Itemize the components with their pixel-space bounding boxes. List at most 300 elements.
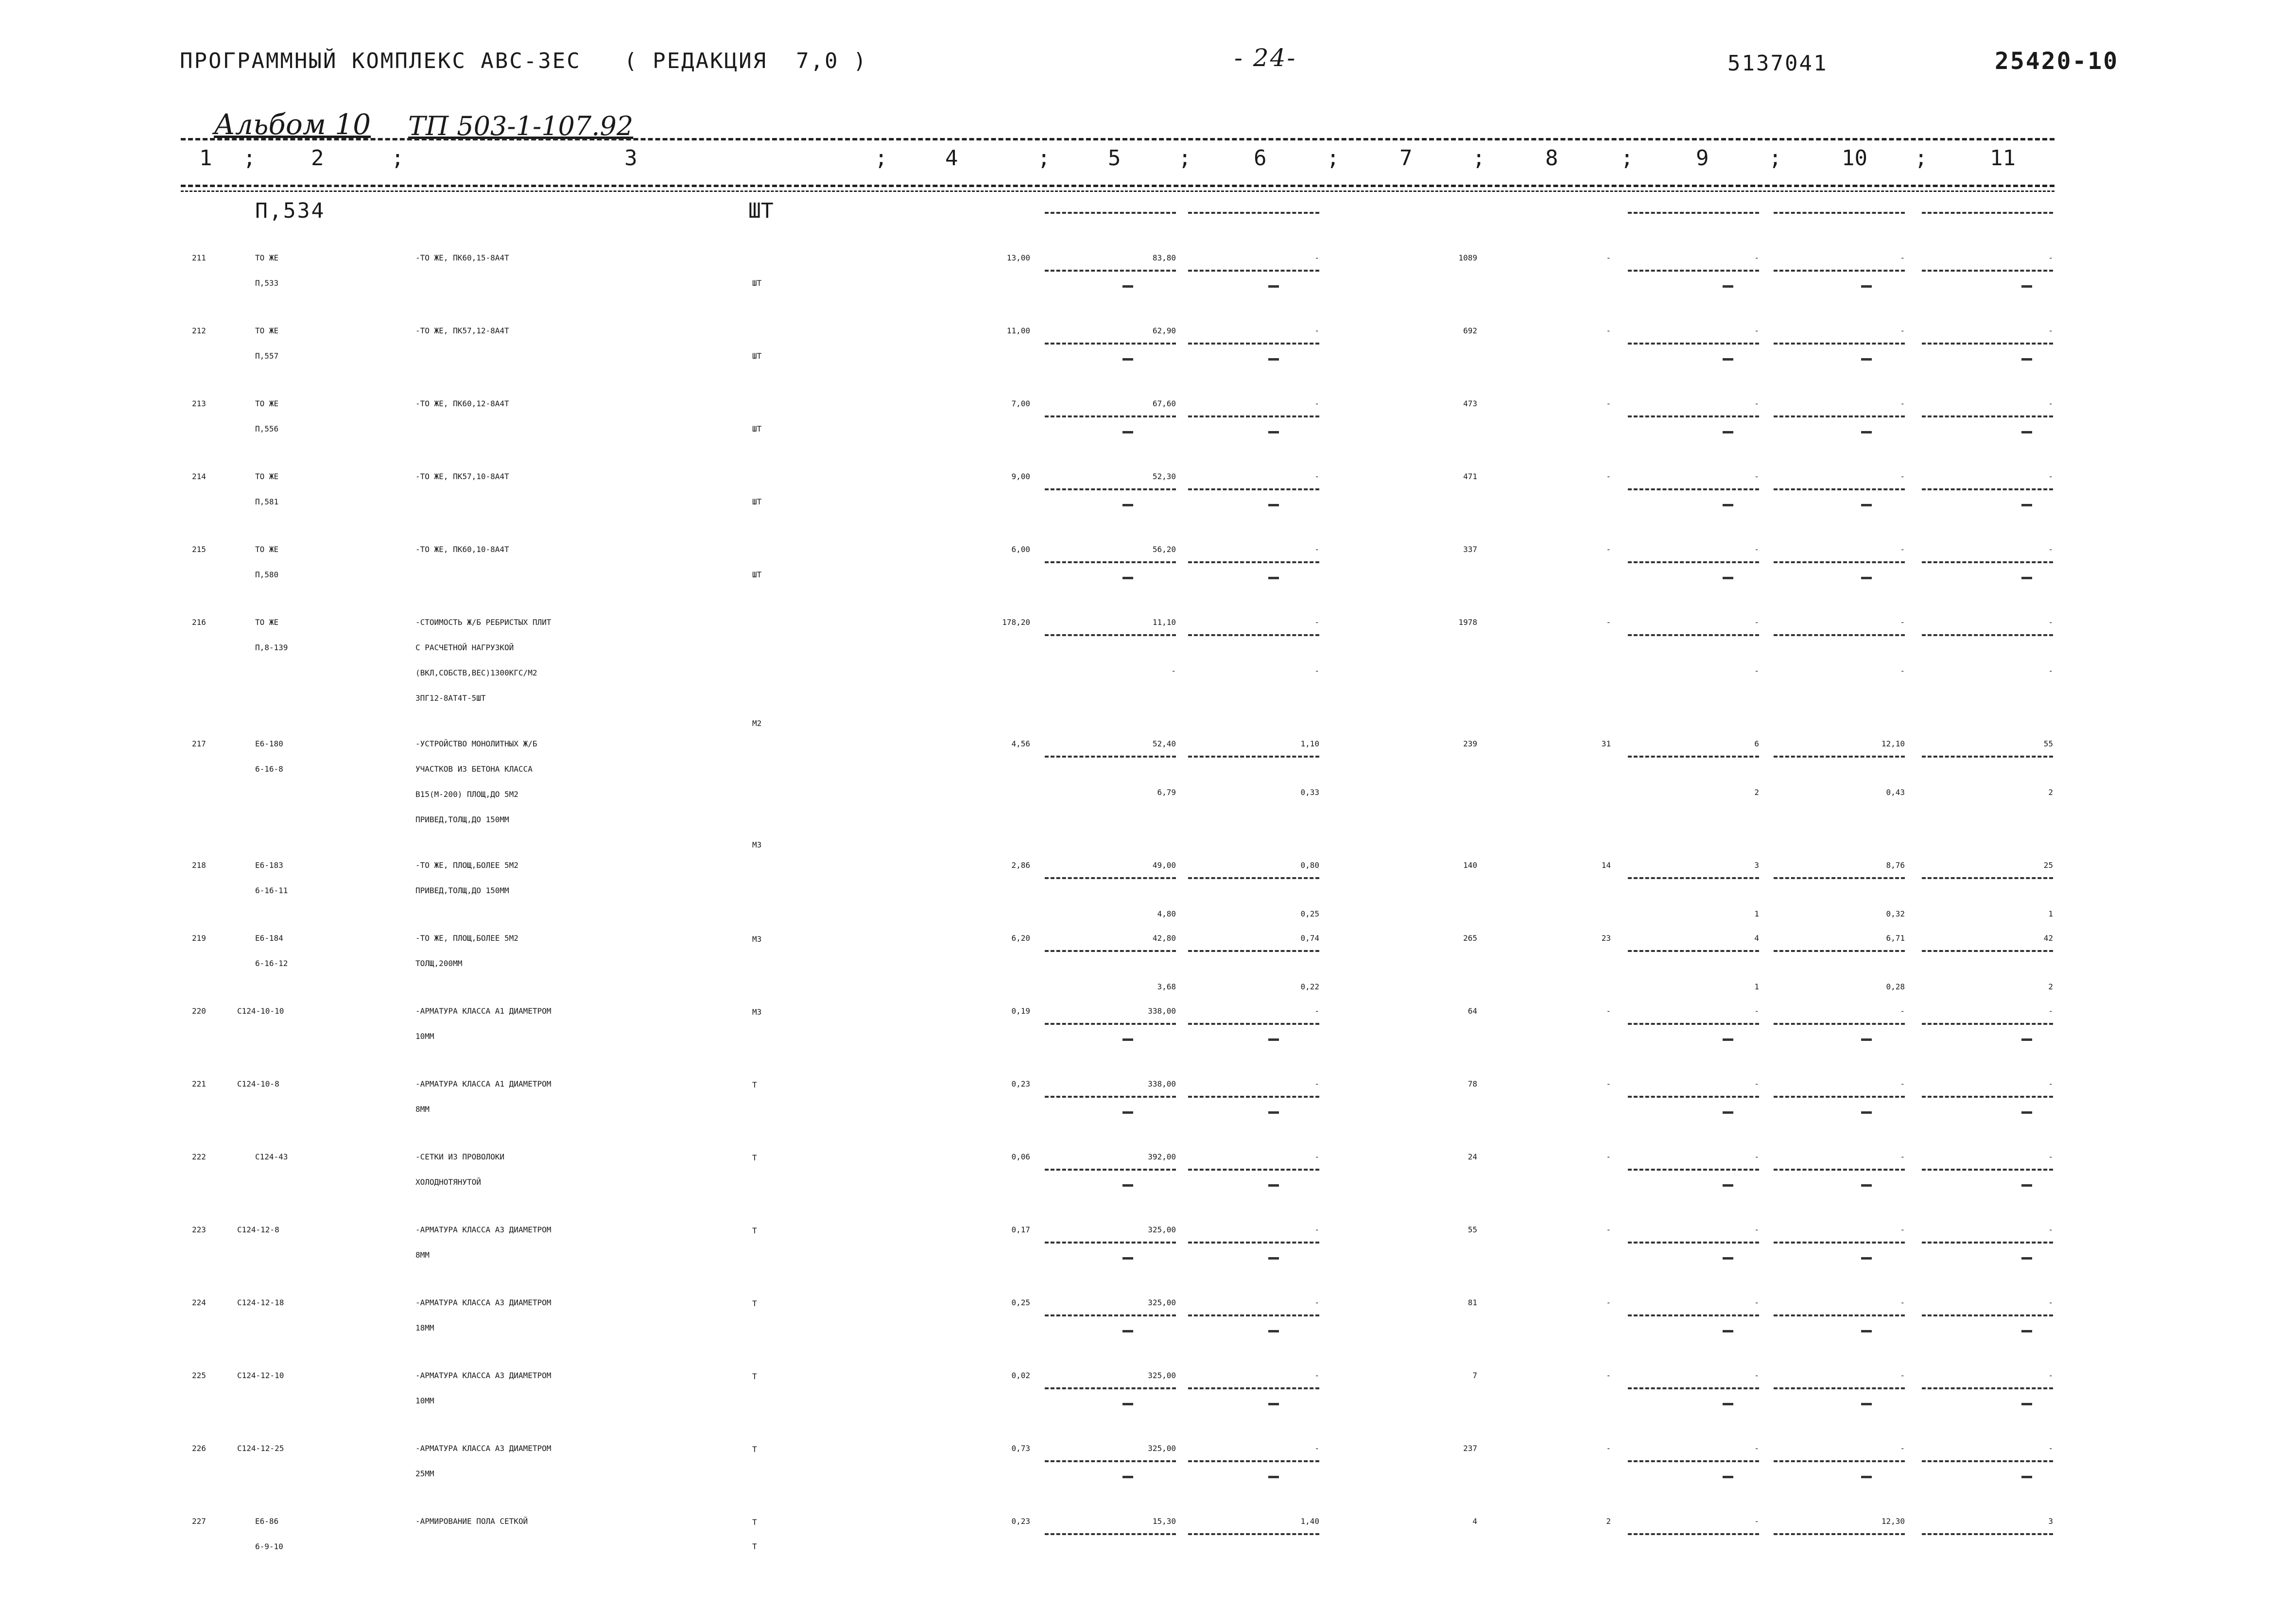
total-wages: - xyxy=(1606,1152,1611,1161)
labor-total: - xyxy=(2048,1006,2053,1016)
cell-underline xyxy=(1628,1460,1759,1462)
unit-cost-total: 15,30 xyxy=(1152,1517,1176,1526)
unit-machine-wages: 0,25 xyxy=(1300,909,1319,918)
cell-underline xyxy=(1045,756,1176,758)
machine-wages: - xyxy=(1754,666,1759,675)
cell-underline xyxy=(1774,561,1905,563)
cell-underline xyxy=(1628,270,1759,272)
row-number: 222 xyxy=(192,1152,206,1161)
dash-mark xyxy=(1861,504,1872,506)
dash-mark xyxy=(1122,285,1133,288)
unit-of-measure: ШТ xyxy=(752,278,762,288)
total-machines: - xyxy=(1754,1298,1759,1307)
unit-cost-machines: 0,74 xyxy=(1300,933,1319,943)
dash-mark xyxy=(2021,1184,2032,1187)
price-code: С124-10-8 xyxy=(237,1079,279,1089)
cell-underline xyxy=(1045,1242,1176,1244)
total-wages: - xyxy=(1606,1225,1611,1234)
dash-mark xyxy=(1268,1330,1279,1332)
document-number: 25420-10 xyxy=(1995,48,2119,75)
cell-underline xyxy=(1188,561,1319,563)
unit-cost-machines: - xyxy=(1314,472,1319,481)
quantity: 0,19 xyxy=(1011,1006,1030,1016)
cell-underline xyxy=(1188,1314,1319,1316)
dash-mark xyxy=(1122,577,1133,579)
labor-total: - xyxy=(2048,399,2053,408)
cell-underline xyxy=(1774,1314,1905,1316)
document-code: 5137041 xyxy=(1727,51,1828,76)
total-cost: 337 xyxy=(1463,545,1477,554)
labor-mechanic-total: 2 xyxy=(2048,982,2053,991)
column-header-6: 6 xyxy=(1254,146,1267,171)
row-number: 221 xyxy=(192,1079,206,1089)
cell-underline xyxy=(1628,1169,1759,1171)
total-cost: 265 xyxy=(1463,933,1477,943)
work-description: -ТО ЖЕ, ПЛОЩ,БОЛЕЕ 5М2 ПРИВЕД,ТОЛЩ,ДО 150ММ xyxy=(415,861,518,895)
unit-cost-machines: - xyxy=(1314,1298,1319,1307)
cell-underline xyxy=(1188,1169,1319,1171)
price-code: С124-12-8 xyxy=(237,1225,279,1234)
cell-underline xyxy=(1188,877,1319,879)
dash-mark xyxy=(2021,431,2032,433)
cell-underline xyxy=(1922,561,2053,563)
dash-mark xyxy=(1723,1257,1733,1260)
row-number: 223 xyxy=(192,1225,206,1234)
cell-underline xyxy=(1188,950,1319,952)
dash-mark xyxy=(1861,577,1872,579)
cell-underline xyxy=(1922,343,2053,345)
cell-underline xyxy=(1922,1387,2053,1389)
cell-underline xyxy=(1188,270,1319,272)
unit-cost-total: 11,10 xyxy=(1152,618,1176,627)
unit-cost-total: 325,00 xyxy=(1148,1371,1176,1380)
cell-underline xyxy=(1922,1314,2053,1316)
unit-of-measure: М3 xyxy=(752,840,762,849)
total-wages: 23 xyxy=(1601,933,1611,943)
dash-mark xyxy=(2021,1038,2032,1041)
row-number: 217 xyxy=(192,739,206,748)
unit-wages: 4,80 xyxy=(1157,909,1176,918)
unit-cost-total: 325,00 xyxy=(1148,1298,1176,1307)
price-code: С124-10-10 xyxy=(237,1006,284,1016)
work-description: -ТО ЖЕ, ПЛОЩ,БОЛЕЕ 5М2 ТОЛЩ,200ММ xyxy=(415,933,518,968)
labor-total: 55 xyxy=(2043,739,2053,748)
dash-mark xyxy=(1268,1184,1279,1187)
quantity: 178,20 xyxy=(1002,618,1030,627)
work-description: -АРМИРОВАНИЕ ПОЛА СЕТКОЙ xyxy=(415,1517,528,1526)
cell-underline xyxy=(1922,1460,2053,1462)
price-code: С124-12-10 xyxy=(237,1371,284,1380)
column-header-8: 8 xyxy=(1545,146,1558,171)
unit-machine-wages: - xyxy=(1314,666,1319,675)
unit-cost-machines: - xyxy=(1314,326,1319,335)
row-number: 226 xyxy=(192,1444,206,1453)
dash-mark xyxy=(1723,358,1733,361)
header-rule-top xyxy=(181,138,2054,140)
total-cost: 1089 xyxy=(1458,253,1477,262)
labor-unit: 12,30 xyxy=(1881,1517,1905,1526)
labor-mechanic-total: 2 xyxy=(2048,788,2053,797)
row-number: 214 xyxy=(192,472,206,481)
cell-underline xyxy=(1774,756,1905,758)
cell-underline xyxy=(1045,212,1176,214)
cell-underline xyxy=(1188,1023,1319,1025)
total-machines: - xyxy=(1754,1152,1759,1161)
labor-unit: - xyxy=(1900,1225,1905,1234)
dash-mark xyxy=(1723,431,1733,433)
column-header-11: 11 xyxy=(1990,146,2016,171)
total-wages: - xyxy=(1606,253,1611,262)
unit-cost-machines: - xyxy=(1314,1006,1319,1016)
total-cost: 140 xyxy=(1463,861,1477,870)
cell-underline xyxy=(1922,756,2053,758)
dash-mark xyxy=(1268,358,1279,361)
price-subcode: П,580 xyxy=(255,570,279,579)
cell-underline xyxy=(1188,1242,1319,1244)
cell-underline xyxy=(1774,1533,1905,1535)
dash-mark xyxy=(1861,431,1872,433)
dash-mark xyxy=(1122,504,1133,506)
cell-underline xyxy=(1774,950,1905,952)
row-number: 216 xyxy=(192,618,206,627)
dash-mark xyxy=(1122,1038,1133,1041)
header-rule-bottom xyxy=(181,185,2054,187)
cell-underline xyxy=(1628,1242,1759,1244)
cell-underline xyxy=(1045,1023,1176,1025)
quantity: 0,23 xyxy=(1011,1079,1030,1089)
labor-unit: - xyxy=(1900,1152,1905,1161)
dash-mark xyxy=(2021,577,2032,579)
total-machines: - xyxy=(1754,253,1759,262)
column-separator: ; xyxy=(1037,146,1051,171)
cell-underline xyxy=(1045,415,1176,417)
labor-total: 3 xyxy=(2048,1517,2053,1526)
cell-underline xyxy=(1045,1096,1176,1098)
cell-underline xyxy=(1922,212,2053,214)
dash-mark xyxy=(1122,1330,1133,1332)
cell-underline xyxy=(1628,343,1759,345)
column-header-10: 10 xyxy=(1842,146,1867,171)
price-subcode: П,533 xyxy=(255,278,279,288)
quantity: 6,20 xyxy=(1011,933,1030,943)
unit-cost-total: 325,00 xyxy=(1148,1444,1176,1453)
unit-wages: - xyxy=(1171,666,1176,675)
row-number: 219 xyxy=(192,933,206,943)
unit-of-measure: Т xyxy=(752,1542,757,1551)
labor-total: - xyxy=(2048,326,2053,335)
labor-unit: - xyxy=(1900,1444,1905,1453)
cell-underline xyxy=(1628,877,1759,879)
labor-unit: - xyxy=(1900,399,1905,408)
unit-of-measure: Т xyxy=(752,1153,757,1162)
cell-underline xyxy=(1628,212,1759,214)
quantity: 0,23 xyxy=(1011,1517,1030,1526)
total-machines: - xyxy=(1754,1006,1759,1016)
cell-underline xyxy=(1922,1242,2053,1244)
total-cost: 7 xyxy=(1472,1371,1477,1380)
column-separator: ; xyxy=(1769,146,1782,171)
total-machines: - xyxy=(1754,1225,1759,1234)
cell-underline xyxy=(1045,1460,1176,1462)
row-number: 227 xyxy=(192,1517,206,1526)
price-subcode: П,8-139 xyxy=(255,643,288,652)
total-machines: - xyxy=(1754,472,1759,481)
row-number: 224 xyxy=(192,1298,206,1307)
cell-underline xyxy=(1922,1096,2053,1098)
dash-mark xyxy=(2021,1403,2032,1405)
row-number: 211 xyxy=(192,253,206,262)
quantity: 0,06 xyxy=(1011,1152,1030,1161)
work-description: -ТО ЖЕ, ПК60,15-8А4Т xyxy=(415,253,509,262)
cell-underline xyxy=(1774,877,1905,879)
work-description: -ТО ЖЕ, ПК60,12-8А4Т xyxy=(415,399,509,408)
total-machines: - xyxy=(1754,545,1759,554)
total-wages: - xyxy=(1606,1079,1611,1089)
cell-underline xyxy=(1774,1096,1905,1098)
price-code: Е6-183 xyxy=(255,861,283,870)
labor-total: - xyxy=(2048,1079,2053,1089)
total-wages: - xyxy=(1606,1444,1611,1453)
labor-unit: 12,10 xyxy=(1881,739,1905,748)
dash-mark xyxy=(1268,431,1279,433)
unit-cost-machines: - xyxy=(1314,1079,1319,1089)
dash-mark xyxy=(1268,1476,1279,1478)
dash-mark xyxy=(2021,504,2032,506)
cell-underline xyxy=(1774,1023,1905,1025)
quantity: 6,00 xyxy=(1011,545,1030,554)
work-description: -АРМАТУРА КЛАССА А3 ДИАМЕТРОМ 8ММ xyxy=(415,1225,552,1260)
cell-underline xyxy=(1045,488,1176,490)
cell-underline xyxy=(1922,1169,2053,1171)
price-code: Е6-86 xyxy=(255,1517,279,1526)
unit-cost-total: 325,00 xyxy=(1148,1225,1176,1234)
quantity: 2,86 xyxy=(1011,861,1030,870)
total-machines: - xyxy=(1754,326,1759,335)
total-wages: 31 xyxy=(1601,739,1611,748)
cell-underline xyxy=(1922,950,2053,952)
row-number: 213 xyxy=(192,399,206,408)
dash-mark xyxy=(1268,577,1279,579)
machine-wages: 1 xyxy=(1754,909,1759,918)
unit-cost-machines: - xyxy=(1314,545,1319,554)
work-description: -УСТРОЙСТВО МОНОЛИТНЫХ Ж/Б УЧАСТКОВ ИЗ БЕТОНА КЛАССА В15(М-200) ПЛОЩ,ДО 5М2 ПРИВЕД,ТОЛЩ,ДО 150ММ xyxy=(415,739,537,824)
cell-underline xyxy=(1922,270,2053,272)
cell-underline xyxy=(1188,415,1319,417)
dash-mark xyxy=(1268,1257,1279,1260)
labor-total: - xyxy=(2048,472,2053,481)
total-cost: 237 xyxy=(1463,1444,1477,1453)
labor-mechanic-total: 1 xyxy=(2048,909,2053,918)
price-code: С124-12-18 xyxy=(237,1298,284,1307)
unit-cost-total: 49,00 xyxy=(1152,861,1176,870)
total-wages: - xyxy=(1606,1298,1611,1307)
labor-mechanic-total: - xyxy=(2048,666,2053,675)
dash-mark xyxy=(1268,1038,1279,1041)
unit-cost-machines: 0,80 xyxy=(1300,861,1319,870)
labor-mechanic-unit: 0,28 xyxy=(1886,982,1905,991)
total-wages: - xyxy=(1606,618,1611,627)
labor-total: - xyxy=(2048,1298,2053,1307)
cell-underline xyxy=(1188,212,1319,214)
cell-underline xyxy=(1774,343,1905,345)
row-number: 215 xyxy=(192,545,206,554)
work-description: -ТО ЖЕ, ПК57,10-8А4Т xyxy=(415,472,509,481)
fragment-unit: ШТ xyxy=(748,199,774,223)
labor-total: - xyxy=(2048,1371,2053,1380)
labor-unit: - xyxy=(1900,1006,1905,1016)
unit-of-measure: Т xyxy=(752,1080,757,1089)
unit-cost-machines: 1,40 xyxy=(1300,1517,1319,1526)
column-header-3: 3 xyxy=(624,146,638,171)
cell-underline xyxy=(1774,212,1905,214)
labor-unit: - xyxy=(1900,1371,1905,1380)
dash-mark xyxy=(1268,504,1279,506)
unit-cost-total: 392,00 xyxy=(1148,1152,1176,1161)
cell-underline xyxy=(1628,1314,1759,1316)
labor-total: - xyxy=(2048,1225,2053,1234)
unit-of-measure: М3 xyxy=(752,934,762,944)
unit-cost-machines: - xyxy=(1314,1371,1319,1380)
column-separator: ; xyxy=(1472,146,1485,171)
total-machines: 4 xyxy=(1754,933,1759,943)
row-number: 212 xyxy=(192,326,206,335)
price-code: ТО ЖЕ xyxy=(255,326,279,335)
work-description: -АРМАТУРА КЛАССА А3 ДИАМЕТРОМ 25ММ xyxy=(415,1444,552,1478)
cell-underline xyxy=(1628,1533,1759,1535)
total-cost: 692 xyxy=(1463,326,1477,335)
unit-of-measure: ШТ xyxy=(752,497,762,506)
cell-underline xyxy=(1628,950,1759,952)
column-separator: ; xyxy=(1915,146,1928,171)
total-cost: 64 xyxy=(1467,1006,1477,1016)
total-wages: - xyxy=(1606,545,1611,554)
dash-mark xyxy=(1122,1257,1133,1260)
cell-underline xyxy=(1045,561,1176,563)
unit-cost-total: 62,90 xyxy=(1152,326,1176,335)
dash-mark xyxy=(1122,1403,1133,1405)
quantity: 0,73 xyxy=(1011,1444,1030,1453)
program-header: ПРОГРАММНЫЙ КОМПЛЕКС АВС-3ЕС ( РЕДАКЦИЯ 7,0 ) xyxy=(180,49,868,73)
labor-total: - xyxy=(2048,253,2053,262)
total-wages: - xyxy=(1606,472,1611,481)
price-subcode: П,557 xyxy=(255,351,279,361)
dash-mark xyxy=(1268,285,1279,288)
total-wages: - xyxy=(1606,399,1611,408)
cell-underline xyxy=(1774,1169,1905,1171)
dash-mark xyxy=(1122,1476,1133,1478)
cell-underline xyxy=(1188,756,1319,758)
unit-cost-machines: - xyxy=(1314,618,1319,627)
column-separator: ; xyxy=(875,146,888,171)
total-wages: 2 xyxy=(1606,1517,1611,1526)
dash-mark xyxy=(2021,1111,2032,1114)
dash-mark xyxy=(2021,358,2032,361)
unit-wages: 6,79 xyxy=(1157,788,1176,797)
cell-underline xyxy=(1045,1169,1176,1171)
labor-unit: - xyxy=(1900,545,1905,554)
work-description: -АРМАТУРА КЛАССА А3 ДИАМЕТРОМ 10ММ xyxy=(415,1371,552,1405)
total-wages: - xyxy=(1606,1371,1611,1380)
labor-mechanic-unit: - xyxy=(1900,666,1905,675)
total-machines: - xyxy=(1754,1517,1759,1526)
price-subcode: 6-16-11 xyxy=(255,886,288,895)
total-machines: - xyxy=(1754,399,1759,408)
unit-of-measure: М3 xyxy=(752,1007,762,1017)
total-cost: 473 xyxy=(1463,399,1477,408)
labor-unit: - xyxy=(1900,1079,1905,1089)
quantity: 0,02 xyxy=(1011,1371,1030,1380)
total-cost: 81 xyxy=(1467,1298,1477,1307)
price-subcode: 6-16-8 xyxy=(255,764,283,774)
cell-underline xyxy=(1188,634,1319,636)
cell-underline xyxy=(1045,343,1176,345)
labor-total: - xyxy=(2048,1444,2053,1453)
total-wages: - xyxy=(1606,326,1611,335)
row-number: 220 xyxy=(192,1006,206,1016)
cell-underline xyxy=(1774,1387,1905,1389)
dash-mark xyxy=(1723,577,1733,579)
cell-underline xyxy=(1628,1023,1759,1025)
cell-underline xyxy=(1922,1533,2053,1535)
price-subcode: 6-9-10 xyxy=(255,1542,283,1551)
work-description: -АРМАТУРА КЛАССА А1 ДИАМЕТРОМ 10ММ xyxy=(415,1006,552,1041)
unit-of-measure: М2 xyxy=(752,719,762,728)
total-machines: - xyxy=(1754,1371,1759,1380)
dash-mark xyxy=(1861,1330,1872,1332)
machine-wages: 1 xyxy=(1754,982,1759,991)
price-code: ТО ЖЕ xyxy=(255,472,279,481)
labor-total: 42 xyxy=(2043,933,2053,943)
work-description: -АРМАТУРА КЛАССА А1 ДИАМЕТРОМ 8ММ xyxy=(415,1079,552,1114)
dash-mark xyxy=(1861,358,1872,361)
unit-cost-total: 83,80 xyxy=(1152,253,1176,262)
column-separator: ; xyxy=(243,146,256,171)
unit-of-measure: Т xyxy=(752,1445,757,1454)
total-machines: 3 xyxy=(1754,861,1759,870)
dash-mark xyxy=(1861,1184,1872,1187)
quantity: 7,00 xyxy=(1011,399,1030,408)
unit-cost-machines: - xyxy=(1314,1152,1319,1161)
unit-of-measure: ШТ xyxy=(752,351,762,361)
dash-mark xyxy=(2021,1257,2032,1260)
unit-cost-total: 338,00 xyxy=(1148,1006,1176,1016)
unit-cost-total: 338,00 xyxy=(1148,1079,1176,1089)
cell-underline xyxy=(1188,1387,1319,1389)
total-cost: 4 xyxy=(1472,1517,1477,1526)
cell-underline xyxy=(1628,561,1759,563)
quantity: 0,17 xyxy=(1011,1225,1030,1234)
labor-mechanic-unit: 0,32 xyxy=(1886,909,1905,918)
quantity: 11,00 xyxy=(1006,326,1030,335)
column-header-2: 2 xyxy=(311,146,324,171)
header-rule-bottom-2 xyxy=(181,190,2054,192)
column-header-1: 1 xyxy=(199,146,212,171)
cell-underline xyxy=(1045,877,1176,879)
work-description: -СЕТКИ ИЗ ПРОВОЛОКИ ХОЛОДНОТЯНУТОЙ xyxy=(415,1152,505,1187)
cell-underline xyxy=(1045,634,1176,636)
total-wages: 14 xyxy=(1601,861,1611,870)
work-description: -ТО ЖЕ, ПК60,10-8А4Т xyxy=(415,545,509,554)
dash-mark xyxy=(1723,1038,1733,1041)
labor-unit: - xyxy=(1900,326,1905,335)
unit-cost-machines: - xyxy=(1314,1444,1319,1453)
unit-cost-total: 56,20 xyxy=(1152,545,1176,554)
dash-mark xyxy=(1268,1403,1279,1405)
cell-underline xyxy=(1922,488,2053,490)
price-code: Е6-184 xyxy=(255,933,283,943)
total-cost: 24 xyxy=(1467,1152,1477,1161)
total-machines: - xyxy=(1754,1079,1759,1089)
